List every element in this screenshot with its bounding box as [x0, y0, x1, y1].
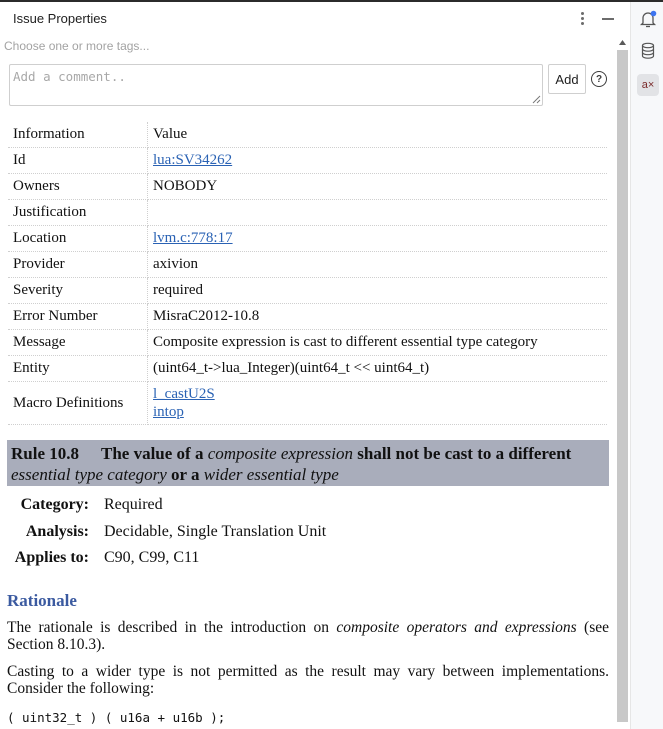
- table-row: [8, 356, 607, 382]
- issue-properties-panel: [0, 2, 629, 729]
- meta-label: Category:: [20, 496, 89, 513]
- help-icon[interactable]: ?: [591, 71, 607, 87]
- code-example: ( uint32_t ) ( u16a + u16b );: [7, 710, 226, 725]
- header-value: Value: [148, 122, 608, 148]
- properties-table: [8, 122, 607, 425]
- row-key: Owners: [8, 174, 148, 200]
- more-options-icon[interactable]: [574, 10, 590, 28]
- row-value: [148, 200, 608, 226]
- table-row: [8, 252, 607, 278]
- rule-text-italic: composite expression: [207, 444, 353, 463]
- table-header-row: [8, 122, 607, 148]
- row-key: Id: [8, 148, 148, 174]
- table-row: [8, 200, 607, 226]
- header-key: Information: [8, 122, 148, 148]
- rule-heading: [7, 440, 609, 486]
- rule-text-italic: wider essential type: [203, 465, 339, 484]
- meta-label: Analysis:: [25, 523, 89, 540]
- resize-grip-icon[interactable]: [532, 95, 541, 104]
- rationale-heading: Rationale: [7, 591, 77, 610]
- row-key: Severity: [8, 278, 148, 304]
- vertical-scrollbar[interactable]: [617, 50, 628, 722]
- table-row: [8, 226, 607, 252]
- row-key: Error Number: [8, 304, 148, 330]
- rationale-paragraph: The rationale is described in the introduction on composite operators and expressions (see Section 8.10.3).: [7, 619, 609, 653]
- database-icon[interactable]: [637, 40, 659, 62]
- panel-content: [0, 36, 612, 729]
- comment-placeholder: Add a comment..: [13, 69, 126, 84]
- meta-label: Applies to:: [14, 549, 89, 566]
- row-key: Justification: [8, 200, 148, 226]
- panel-header: [0, 2, 629, 36]
- table-row: [8, 382, 607, 425]
- row-key: Macro Definitions: [8, 382, 148, 425]
- meta-value: C90, C99, C11: [104, 549, 200, 566]
- issue-id-link[interactable]: lua:SV34262: [153, 152, 233, 168]
- rationale-paragraph: Casting to a wider type is not permitted as the result may vary between implementations. Consider the following:: [7, 663, 609, 697]
- notifications-icon[interactable]: [637, 8, 659, 30]
- macro-link[interactable]: intop: [153, 404, 184, 420]
- row-value: NOBODY: [148, 174, 608, 200]
- right-tool-strip: [630, 2, 663, 729]
- row-value: MisraC2012-10.8: [148, 304, 608, 330]
- meta-value: Decidable, Single Translation Unit: [104, 523, 327, 540]
- row-value: Composite expression is cast to different essential type category: [148, 330, 608, 356]
- tags-input[interactable]: Choose one or more tags...: [4, 39, 150, 53]
- comment-textarea[interactable]: [9, 64, 543, 106]
- rule-number: Rule 10.8: [11, 444, 79, 463]
- panel-title: Issue Properties: [13, 11, 107, 26]
- row-key: Message: [8, 330, 148, 356]
- location-link[interactable]: lvm.c:778:17: [153, 230, 233, 246]
- ax-label: a×: [641, 79, 655, 91]
- table-row: [8, 304, 607, 330]
- row-value: axivion: [148, 252, 608, 278]
- table-row: [8, 148, 607, 174]
- rule-text: or a: [166, 465, 204, 484]
- rule-text-italic: essential type category: [11, 465, 167, 484]
- minimize-icon[interactable]: [600, 9, 618, 27]
- row-value: required: [148, 278, 608, 304]
- add-comment-button[interactable]: Add: [548, 64, 586, 94]
- table-row: [8, 174, 607, 200]
- row-key: Entity: [8, 356, 148, 382]
- macro-link[interactable]: l_castU2S: [153, 386, 215, 402]
- table-row: [8, 330, 607, 356]
- ax-icon[interactable]: [637, 74, 659, 96]
- rule-text: The value of a: [101, 444, 208, 463]
- scroll-up-arrow-icon[interactable]: [617, 38, 628, 48]
- row-key: Provider: [8, 252, 148, 278]
- row-key: Location: [8, 226, 148, 252]
- meta-value: Required: [104, 496, 163, 513]
- rule-text: shall not be cast to a different: [353, 444, 572, 463]
- table-row: [8, 278, 607, 304]
- row-value: (uint64_t->lua_Integer)(uint64_t << uint64_t): [148, 356, 608, 382]
